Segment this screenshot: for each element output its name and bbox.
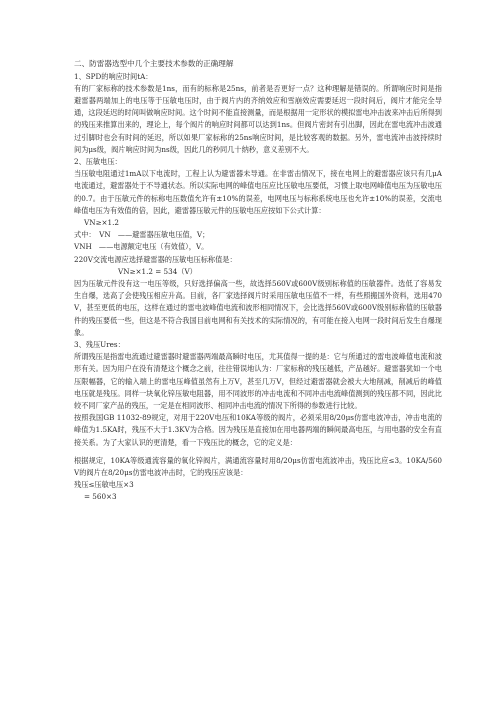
formula-residual-voltage: 残压≤压敏电压×3 [74, 480, 134, 490]
section-3-body: 所谓残压是指雷电流通过避雷器时避雷器两端最高瞬时电压，尤其值得一提的是：它与所通过的雷电波峰值电流和波形有关。因为用户在没有清楚这个概念之前，往往错误地认为：厂家标称的残压越低，产品越好。避雷器犹如一个电压限幅器，它的输入端上的雷电压峰值虽然有上万V，甚至几万V，但经过避雷器就会被大大地削减，削减后的峰值电压就是残压。同样一块氧化锌压敏电阻器，用不同波形的冲击电流和不同冲击电流峰值测到的残压都不同，因此比较不同厂家产品的残压，一定是在相同波形、相同冲击电流的情况下所得的参数进行比较。 [74, 352, 442, 410]
section-3-body-2: 按照我国GB 11032-89规定，对用于220V电压和10KA等级的阀片，必须采用8/20μs仿雷电波冲击，冲击电流的峰值为1.5KA时，残压不大于1.3KV为合格。因为残压是直接加在用电器两端的瞬间最高电压，与用电器的安全有直接关系。为了大家认识的更清楚，看一下残压比的概念，它的定义是： [74, 413, 442, 447]
formula-534: VN≥×1.2 = 534（V） [118, 266, 197, 276]
document-title: 二、防雷器选型中几个主要技术参数的正确理解 [74, 59, 234, 68]
section-1-body: 有的厂家标称的技术参数是1ns，而有的标称是25ns，前者是否更好一点？这种理解是错误的。所谓响应时间是指避雷器两端加上的电压等于压敏电压时，由于阀片内的齐纳效应和雪崩效应需要延迟一段时间后，阀片才能完全导通，这段延迟的时间叫做响应时间。这个时间不能直接测量，而是根据用一定形状的模拟雷电冲击波来冲击后所得到的残压来推算出来的，理论上，每个阀片的响应时间都可以达到1ns。但阀片密封有引出脚，因此在雷电流冲击波通过引脚时也会有时间的延迟，所以如果厂家标称的25ns响应时间，是比较客观的数据。另外，雷电流冲击波持续时间为μs级，阀片响应时间为ns级，因此几的秒同几十纳秒，意义差别不大。 [74, 83, 442, 154]
document-page [74, 58, 442, 504]
section-2-example-intro: 220V交流电源应选择避雷器的压敏电压标称值是： [74, 254, 237, 264]
formula-vnh-definition: VNH ——电源额定电压（有效值），V。 [74, 242, 209, 252]
formula-vn: VN≥×1.2 [84, 217, 119, 227]
formula-vn-where: 式中： VN ——避雷器压敏电压值，V； [74, 230, 210, 240]
section-2-tail: 因为压敏元件没有这一电压等级，只好选择偏高一些，故选择560V或600V级别标称值的压敏器件。选低了容易发生自爆，选高了会使残压相应升高。目前，各厂家选择阀片时采用压敏电压值不一样，有些照搬国外资料，选用470V，甚至更低的电压，这样在通过的雷电波峰值电流和波形相同情况下，会比选择560V或600V级别标称值的压敏器件的残压要低一些，但这是不符合我国目前电网和有关技术的实际情况的，有可能在接入电网一段时间后发生自爆现象。 [74, 278, 442, 337]
formula-560x3: = 560×3 [84, 492, 117, 502]
section-1-heading: 1、SPD的响应时间tA： [74, 71, 153, 81]
section-3-heading: 3、残压Ures： [74, 339, 125, 349]
section-2-body: 当压敏电阻通过1mA以下电流时，工程上认为避雷器未导通。在非雷击情况下，接在电网上的避雷器应该只有几μA电流通过，避雷器处于不导通状态。所以实际电网的峰值电压应比压敏电压要低，习惯上取电网峰值电压为压敏电压的0.7。由于压敏元件的标称电压数值允许有±10%的误差，电网电压与标称系统电压也允许±10%的误差，交流电峰值电压为有效值的倍，因此，避雷器压敏元件的压敏电压应按如下公式计算： [74, 169, 442, 215]
section-2-heading: 2、压敏电压： [74, 156, 122, 166]
section-3-body-3: 根据规定，10KA等级通流容量的氧化锌阀片，满通流容量时用8/20μs仿雷电流波冲击，残压比应≤3。10KA/560V的阀片在8/20μs仿雷电波冲击时，它的残压应该是： [74, 455, 442, 477]
